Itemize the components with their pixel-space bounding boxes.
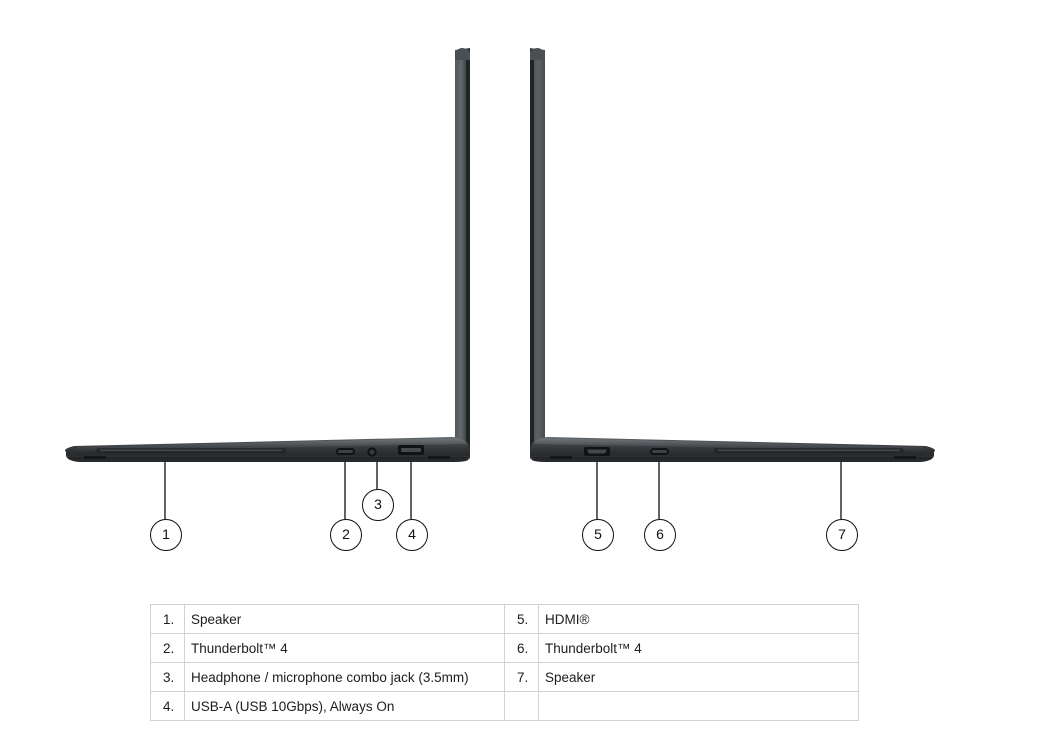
callout-badge-2[interactable]: 2: [330, 519, 362, 551]
speaker-grille-left: [96, 448, 286, 453]
legend-number: 6.: [505, 634, 539, 663]
laptop-right-side-view: [530, 48, 935, 462]
legend-label: Headphone / microphone combo jack (3.5mm): [185, 663, 505, 692]
legend-label: Speaker: [539, 663, 859, 692]
callout-badge-7[interactable]: 7: [826, 519, 858, 551]
legend-number: 1.: [151, 605, 185, 634]
legend-label: Thunderbolt™ 4: [185, 634, 505, 663]
table-row: [151, 605, 859, 634]
legend-label: Speaker: [185, 605, 505, 634]
port-hdmi: [584, 447, 610, 456]
legend-number: 3.: [151, 663, 185, 692]
port-legend-table: [150, 604, 859, 721]
table-row: [151, 663, 859, 692]
table-row: [151, 692, 859, 721]
legend-label: USB-A (USB 10Gbps), Always On: [185, 692, 505, 721]
laptop-left-side-view: [65, 48, 470, 462]
legend-number: 4.: [151, 692, 185, 721]
legend-label: Thunderbolt™ 4: [539, 634, 859, 663]
port-thunderbolt-left: [336, 448, 355, 455]
legend-number: 2.: [151, 634, 185, 663]
port-audio-jack: [367, 447, 376, 456]
port-thunderbolt-right: [650, 448, 669, 455]
callout-badge-3[interactable]: 3: [362, 489, 394, 521]
legend-number: 7.: [505, 663, 539, 692]
legend-label-empty: [539, 692, 859, 721]
port-usb-a: [398, 445, 424, 455]
callout-badge-5[interactable]: 5: [582, 519, 614, 551]
legend-label: HDMI®: [539, 605, 859, 634]
table-row: [151, 634, 859, 663]
legend-number: 5.: [505, 605, 539, 634]
legend-number-empty: [505, 692, 539, 721]
callout-badge-1[interactable]: 1: [150, 519, 182, 551]
callout-leader-lines: [165, 462, 841, 519]
speaker-grille-right: [714, 448, 904, 453]
callout-badge-6[interactable]: 6: [644, 519, 676, 551]
callout-badge-4[interactable]: 4: [396, 519, 428, 551]
